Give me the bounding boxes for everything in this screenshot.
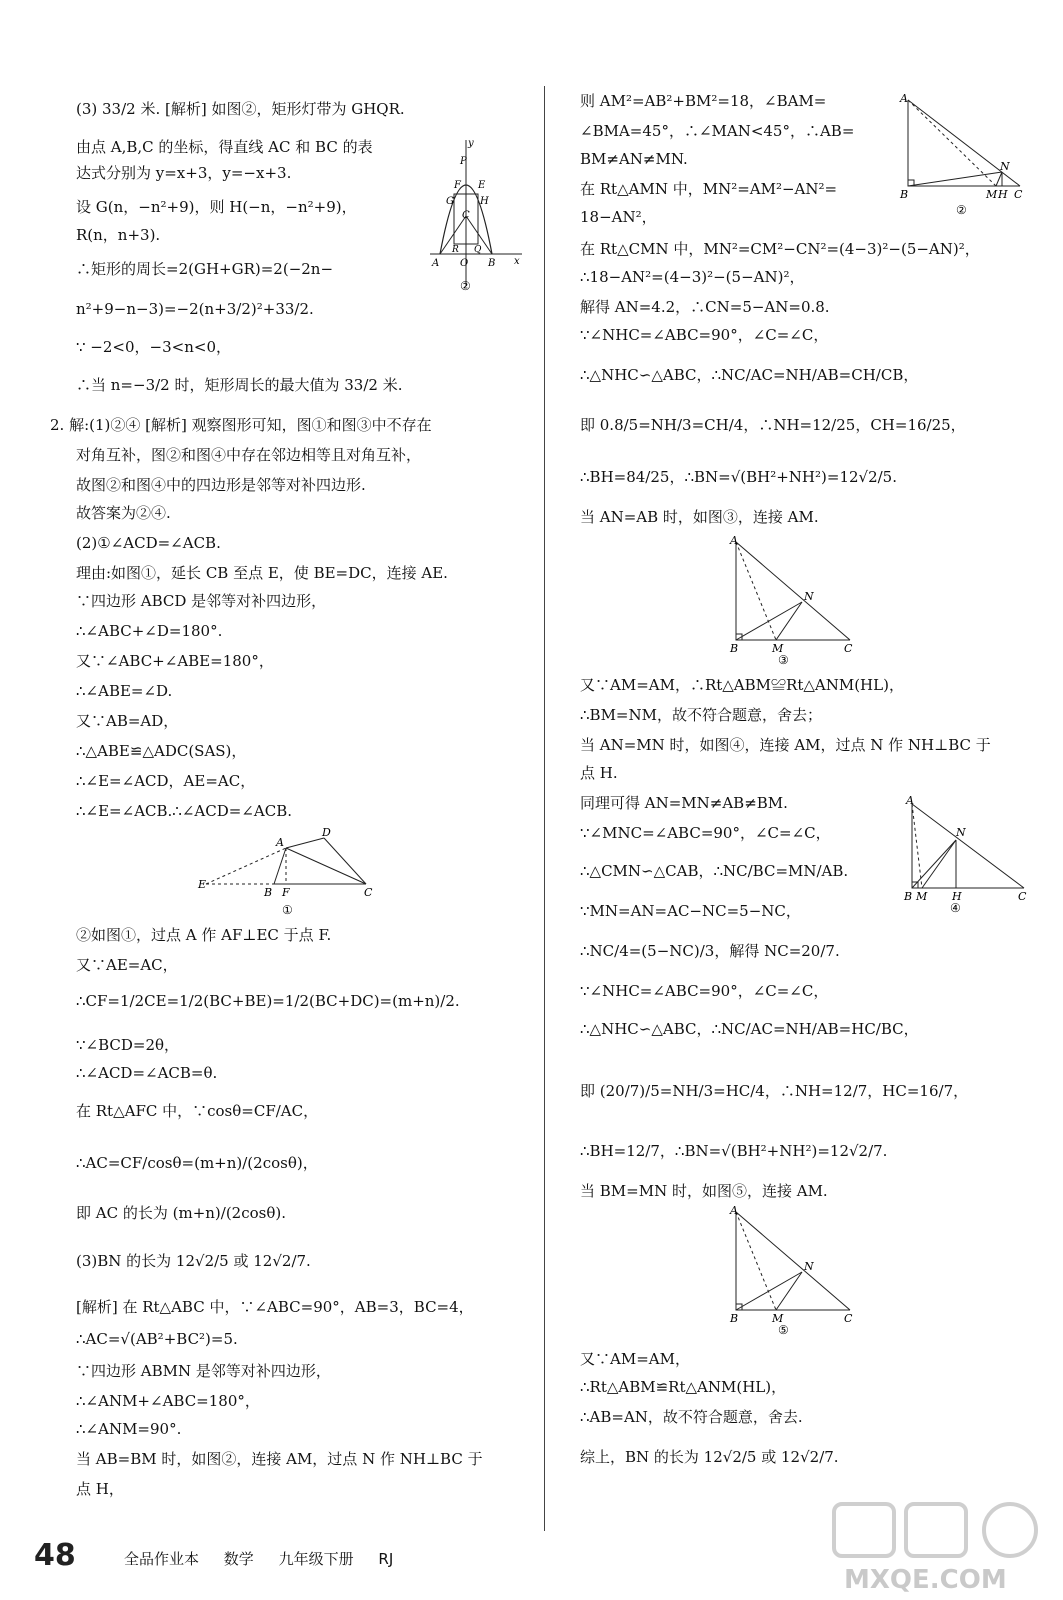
left-line-36: ∴∠ANM+∠ABC=180°， xyxy=(76,1392,260,1410)
left-line-12: 故图②和图④中的四边形是邻等对补四边形. xyxy=(76,476,366,494)
right-line-25: 即 (20/7)/5=NH/3=HC/4，∴NH=12/7，HC=16/7， xyxy=(580,1082,969,1100)
left-line-37: ∴∠ANM=90°. xyxy=(76,1420,182,1438)
svg-text:A: A xyxy=(730,1206,738,1217)
svg-text:H: H xyxy=(480,196,489,207)
left-line-31: 即 AC 的长为 (m+n)/(2cosθ). xyxy=(76,1204,287,1222)
right-line-3: BM≠AN≠MN. xyxy=(580,150,688,168)
left-line-7: n²+9−n−3)=−2(n+3/2)²+33/2. xyxy=(76,300,314,318)
svg-text:C: C xyxy=(1014,188,1023,201)
left-line-20: 又∵AB=AD， xyxy=(76,712,179,730)
right-line-4: 在 Rt△AMN 中，MN²=AM²−AN²= xyxy=(580,180,838,198)
right-line-6: 在 Rt△CMN 中，MN²=CM²−CN²=(4−3)²−(5−AN)²， xyxy=(580,240,980,258)
right-line-19: ∵∠MNC=∠ABC=90°，∠C=∠C， xyxy=(580,824,831,842)
left-line-25: 又∵AE=AC， xyxy=(76,956,178,974)
svg-text:N: N xyxy=(956,826,966,839)
svg-text:C: C xyxy=(462,210,470,221)
left-line-27: ∵∠BCD=2θ， xyxy=(76,1036,180,1054)
right-line-13: 当 AN=AB 时，如图③，连接 AM. xyxy=(580,508,819,526)
right-figure-4-triangle xyxy=(900,794,1030,920)
svg-text:y: y xyxy=(468,138,474,149)
svg-text:F: F xyxy=(454,180,461,191)
left-line-34: ∴AC=√(AB²+BC²)=5. xyxy=(76,1330,238,1348)
column-divider xyxy=(544,86,545,1531)
footer-edition: RJ xyxy=(378,1550,394,1568)
left-figure-1-label: ① xyxy=(282,903,293,917)
left-line-30: ∴AC=CF/cosθ=(m+n)/(2cosθ)， xyxy=(76,1154,318,1172)
right-line-15: ∴BM=NM，故不符合题意，舍去； xyxy=(580,706,822,724)
left-line-28: ∴∠ACD=∠ACB=θ. xyxy=(76,1064,218,1082)
svg-text:A: A xyxy=(730,536,738,547)
svg-text:E: E xyxy=(198,878,207,891)
left-line-2: 由点 A,B,C 的坐标，得直线 AC 和 BC 的表 xyxy=(76,138,373,156)
left-line-22: ∴∠E=∠ACD，AE=AC， xyxy=(76,772,256,790)
right-line-22: ∴NC/4=(5−NC)/3，解得 NC=20/7. xyxy=(580,942,840,960)
right-line-31: 综上，BN 的长为 12√2/5 或 12√2/7. xyxy=(580,1448,839,1466)
left-line-26: ∴CF=1/2CE=1/2(BC+BE)=1/2(BC+DC)=(m+n)/2. xyxy=(76,992,460,1010)
right-line-24: ∴△NHC∽△ABC，∴NC/AC=NH/AB=HC/BC， xyxy=(580,1020,919,1038)
svg-text:F: F xyxy=(282,886,290,899)
right-figure-5-label: ⑤ xyxy=(778,1323,789,1336)
left-line-29: 在 Rt△AFC 中，∵cosθ=CF/AC， xyxy=(76,1102,319,1120)
svg-text:A: A xyxy=(276,836,284,849)
right-figure-2-label: ② xyxy=(956,203,967,217)
right-figure-5-triangle xyxy=(726,1206,856,1336)
right-line-18: 同理可得 AN=MN≠AB≠BM. xyxy=(580,794,788,812)
svg-text:H: H xyxy=(952,890,962,903)
right-line-1: 则 AM²=AB²+BM²=18，∠BAM= xyxy=(580,92,827,110)
right-line-17: 点 H. xyxy=(580,764,618,782)
svg-text:C: C xyxy=(1018,890,1027,903)
left-line-16: ∵四边形 ABCD 是邻等对补四边形， xyxy=(76,592,327,610)
left-line-19: ∴∠ABE=∠D. xyxy=(76,682,173,700)
svg-text:B: B xyxy=(264,886,273,899)
left-line-4: 设 G(n，−n²+9)，则 H(−n，−n²+9)， xyxy=(76,198,357,216)
right-line-28: 又∵AM=AM， xyxy=(580,1350,690,1368)
left-line-10: 2. 解:(1)②④ [解析] 观察图形可知，图①和图③中不存在 xyxy=(50,416,432,434)
svg-text:E: E xyxy=(478,180,486,191)
right-line-12: ∴BH=84/25，∴BN=√(BH²+NH²)=12√2/5. xyxy=(580,468,897,486)
left-figure-2-label: ② xyxy=(460,279,471,293)
right-line-7: ∴18−AN²=(4−3)²−(5−AN)²， xyxy=(580,268,805,286)
svg-text:C: C xyxy=(844,642,853,655)
left-line-23: ∴∠E=∠ACB.∴∠ACD=∠ACB. xyxy=(76,802,292,820)
right-line-5: 18−AN²， xyxy=(580,208,657,226)
svg-text:A: A xyxy=(900,92,908,105)
svg-text:M: M xyxy=(772,642,784,655)
footer-subject: 数学 xyxy=(223,1550,254,1568)
footer-book-info xyxy=(124,1548,413,1569)
right-line-11: 即 0.8/5=NH/3=CH/4，∴NH=12/25，CH=16/25， xyxy=(580,416,966,434)
svg-text:B: B xyxy=(730,1312,739,1325)
svg-text:A: A xyxy=(432,258,440,269)
left-line-11: 对角互补，图②和图④中存在邻边相等且对角互补， xyxy=(76,446,422,464)
right-line-14: 又∵AM=AM，∴Rt△ABM≌Rt△ANM(HL)， xyxy=(580,676,904,694)
page-number: 48 xyxy=(34,1538,76,1573)
svg-text:R: R xyxy=(452,245,459,255)
left-line-21: ∴△ABE≌△ADC(SAS)， xyxy=(76,742,247,760)
svg-text:N: N xyxy=(804,1260,814,1273)
svg-text:G: G xyxy=(446,196,454,207)
right-figure-4-label: ④ xyxy=(950,901,961,915)
right-figure-2-triangle xyxy=(896,92,1030,220)
left-line-1: (3) 33/2 米. [解析] 如图②，矩形灯带为 GHQR. xyxy=(76,100,405,118)
footer-grade: 九年级下册 xyxy=(278,1550,354,1568)
right-line-29: ∴Rt△ABM≌Rt△ANM(HL)， xyxy=(580,1378,787,1396)
svg-text:P: P xyxy=(460,156,467,167)
right-line-10: ∴△NHC∽△ABC，∴NC/AC=NH/AB=CH/CB， xyxy=(580,366,919,384)
left-line-8: ∵ −2<0，−3<n<0， xyxy=(76,338,231,356)
left-line-17: ∴∠ABC+∠D=180°. xyxy=(76,622,223,640)
svg-text:M: M xyxy=(772,1312,784,1325)
footer-book-title: 全品作业本 xyxy=(124,1550,200,1568)
left-figure-1-quadrilateral xyxy=(196,826,386,920)
left-line-5: R(n，n+3). xyxy=(76,226,161,244)
right-line-23: ∵∠NHC=∠ABC=90°，∠C=∠C， xyxy=(580,982,829,1000)
left-line-39: 点 H， xyxy=(76,1480,124,1498)
left-line-35: ∵四边形 ABMN 是邻等对补四边形， xyxy=(76,1362,331,1380)
svg-text:M: M xyxy=(986,188,998,201)
right-line-8: 解得 AN=4.2，∴CN=5−AN=0.8. xyxy=(580,298,830,316)
left-line-14: (2)①∠ACD=∠ACB. xyxy=(76,534,221,552)
left-line-18: 又∵∠ABC+∠ABE=180°， xyxy=(76,652,274,670)
svg-text:x: x xyxy=(514,256,520,267)
left-figure-2-parabola xyxy=(426,136,526,296)
left-line-3: 达式分别为 y=x+3，y=−x+3. xyxy=(76,164,292,182)
left-line-6: ∴矩形的周长=2(GH+GR)=2(−2n− xyxy=(76,260,334,278)
svg-text:D: D xyxy=(322,826,331,839)
left-line-33: [解析] 在 Rt△ABC 中，∵∠ABC=90°，AB=3，BC=4， xyxy=(76,1298,474,1316)
right-line-16: 当 AN=MN 时，如图④，连接 AM，过点 N 作 NH⊥BC 于 xyxy=(580,736,991,754)
svg-text:B: B xyxy=(488,258,496,269)
right-line-27: 当 BM=MN 时，如图⑤，连接 AM. xyxy=(580,1182,828,1200)
left-line-24: ②如图①，过点 A 作 AF⊥EC 于点 F. xyxy=(76,926,332,944)
right-line-2: ∠BMA=45°，∴∠MAN<45°，∴AB= xyxy=(580,122,855,140)
right-line-9: ∵∠NHC=∠ABC=90°，∠C=∠C， xyxy=(580,326,829,344)
right-line-21: ∵MN=AN=AC−NC=5−NC， xyxy=(580,902,801,920)
svg-text:O: O xyxy=(460,258,469,269)
left-line-32: (3)BN 的长为 12√2/5 或 12√2/7. xyxy=(76,1252,311,1270)
right-figure-3-label: ③ xyxy=(778,653,789,666)
watermark-text: MXQE.COM xyxy=(844,1565,1007,1595)
right-line-30: ∴AB=AN，故不符合题意，舍去. xyxy=(580,1408,803,1426)
svg-text:N: N xyxy=(804,590,814,603)
svg-text:H: H xyxy=(998,188,1008,201)
svg-text:B: B xyxy=(904,890,913,903)
svg-text:Q: Q xyxy=(474,245,482,255)
svg-text:C: C xyxy=(364,886,373,899)
right-figure-3-triangle xyxy=(726,536,856,666)
watermark-logo xyxy=(830,1500,1056,1600)
svg-text:N: N xyxy=(1000,160,1010,173)
svg-text:B: B xyxy=(900,188,909,201)
svg-text:M: M xyxy=(916,890,928,903)
left-line-38: 当 AB=BM 时，如图②，连接 AM，过点 N 作 NH⊥BC 于 xyxy=(76,1450,483,1468)
svg-text:A: A xyxy=(906,794,914,807)
right-line-26: ∴BH=12/7，∴BN=√(BH²+NH²)=12√2/7. xyxy=(580,1142,888,1160)
left-line-15: 理由:如图①，延长 CB 至点 E，使 BE=DC，连接 AE. xyxy=(76,564,448,582)
left-line-13: 故答案为②④. xyxy=(76,504,171,522)
svg-text:C: C xyxy=(844,1312,853,1325)
right-line-20: ∴△CMN∽△CAB，∴NC/BC=MN/AB. xyxy=(580,862,849,880)
left-line-9: ∴当 n=−3/2 时，矩形周长的最大值为 33/2 米. xyxy=(76,376,403,394)
svg-text:B: B xyxy=(730,642,739,655)
